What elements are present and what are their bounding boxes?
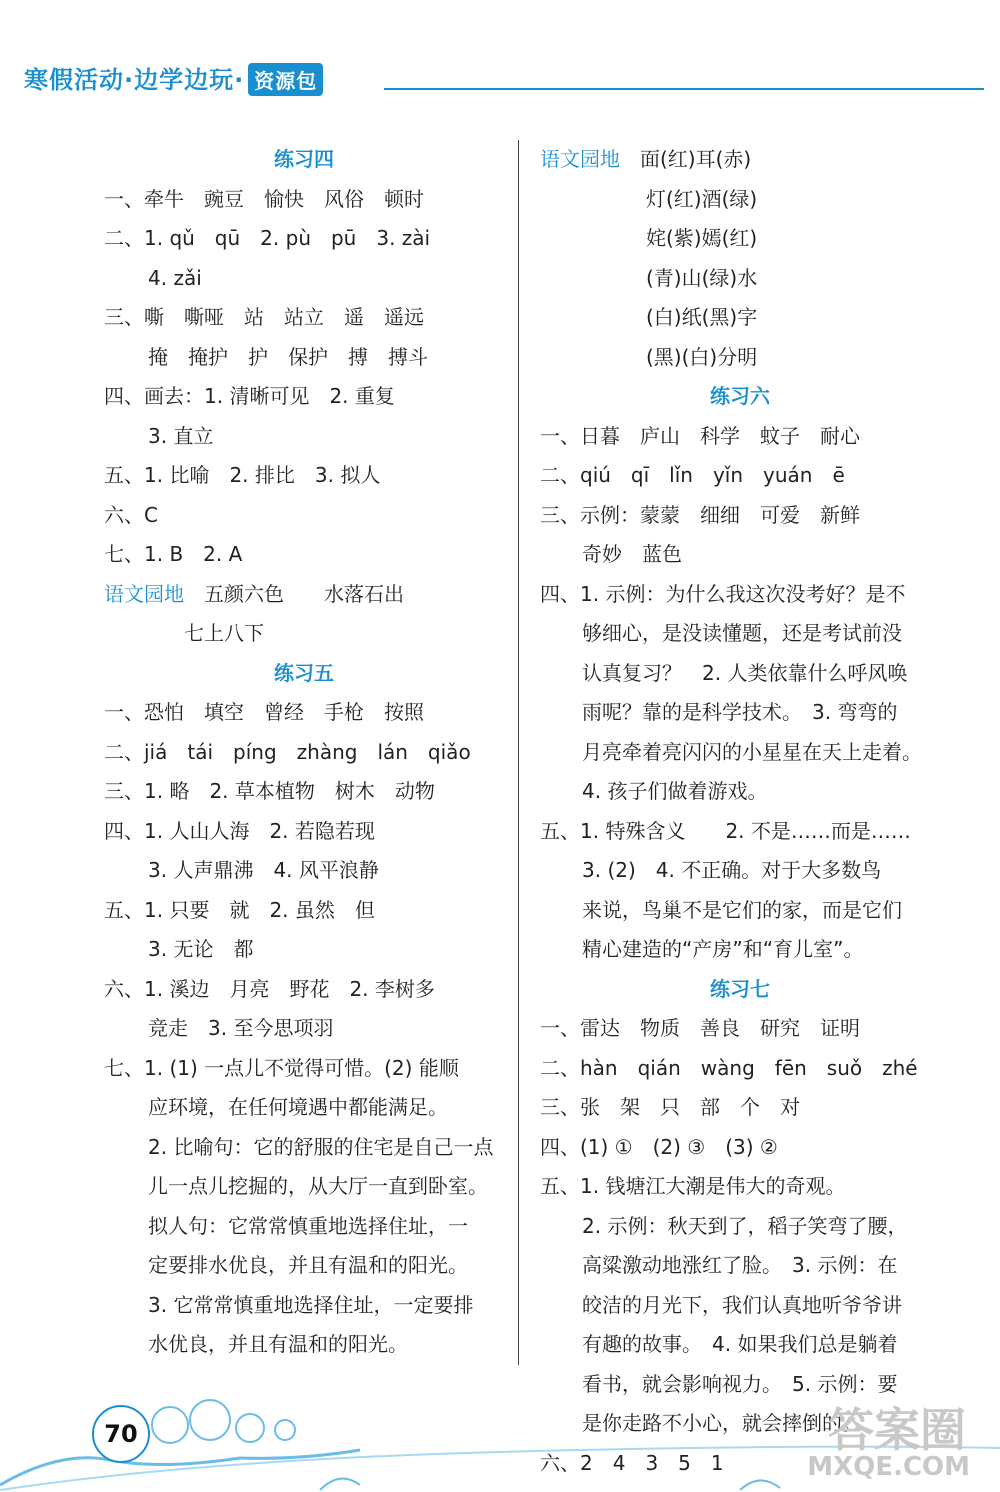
answer-line	[540, 1128, 940, 1168]
left-column	[104, 140, 504, 1365]
answer-text: 二、jiá tái píng zhàng lán qiǎo	[104, 739, 471, 764]
answer-text: 月亮牵着亮闪闪的小星星在天上走着。	[582, 739, 922, 764]
section-label: 语文园地	[540, 147, 620, 171]
answer-line	[540, 338, 940, 378]
answer-text: 2. 比喻句：它的舒服的住宅是自己一点	[148, 1134, 494, 1159]
brand-title	[24, 60, 323, 96]
answer-text: 看书，就会影响视力。 5. 示例：要	[582, 1371, 898, 1396]
answer-text: 一、恐怕 填空 曾经 手枪 按照	[104, 700, 424, 724]
answer-line	[540, 614, 940, 654]
brand-tag: 资源包	[248, 63, 323, 96]
answer-line	[540, 851, 940, 891]
answer-line	[104, 1246, 504, 1286]
answer-text: 3. 它常常慎重地选择住址，一定要排	[148, 1292, 474, 1317]
answer-text: 3. 无论 都	[148, 937, 254, 961]
answer-line	[540, 930, 940, 970]
column-divider	[518, 140, 519, 1365]
answer-text: 高粱激动地涨红了脸。 3. 示例：在	[582, 1253, 898, 1277]
answer-text: 五、1. 特殊含义 2. 不是……而是……	[540, 818, 911, 843]
answer-line	[104, 1049, 504, 1089]
answer-text: 皎洁的月光下，我们认真地听爷爷讲	[582, 1292, 902, 1317]
answer-line	[104, 1325, 504, 1365]
answer-line	[104, 180, 504, 220]
answer-text: 雨呢？靠的是科学技术。 3. 弯弯的	[582, 700, 898, 724]
answer-line	[104, 456, 504, 496]
section-title	[540, 970, 940, 1010]
answer-line	[104, 1286, 504, 1326]
answer-line	[540, 535, 940, 575]
answer-line	[540, 891, 940, 931]
answer-text: 精心建造的“产房”和“育儿室”。	[582, 937, 864, 961]
header-rule	[384, 88, 984, 90]
answer-line	[540, 140, 940, 180]
answer-line	[104, 1128, 504, 1168]
answer-text: 是你走路不小心，就会摔倒的。	[582, 1411, 862, 1435]
answer-text: 六、C	[104, 502, 158, 527]
watermark-url: MXQE.COM	[807, 1452, 970, 1482]
answer-line	[104, 614, 504, 654]
answer-text: 四、1. 示例：为什么我这次没考好？是不	[540, 581, 906, 606]
answer-line	[540, 259, 940, 299]
answer-line	[104, 1088, 504, 1128]
answer-line	[540, 772, 940, 812]
answer-text: 一、牵牛 豌豆 愉快 风俗 顿时	[104, 186, 424, 211]
answer-line	[540, 654, 940, 694]
answer-text: 五、1. 只要 就 2. 虽然 但	[104, 897, 375, 922]
answer-text: 4. 孩子们做着游戏。	[582, 779, 768, 803]
answer-line	[540, 456, 940, 496]
answer-line	[540, 1286, 940, 1326]
answer-text: 二、hàn qián wàng fēn suǒ zhé	[540, 1055, 918, 1080]
answer-text: 3. (2) 4. 不正确。对于大多数鸟	[582, 858, 882, 882]
answer-line	[104, 417, 504, 457]
answer-text: 练习五	[274, 660, 334, 685]
answer-line	[104, 377, 504, 417]
answer-text: 竞走 3. 至今思项羽	[148, 1016, 334, 1040]
answer-line	[104, 338, 504, 378]
answer-line	[540, 1207, 940, 1247]
answer-text: 三、示例：蒙蒙 细细 可爱 新鲜	[540, 502, 860, 527]
answer-line	[104, 733, 504, 773]
section-title	[104, 654, 504, 694]
answer-line	[540, 575, 940, 615]
answer-text: 四、画去：1. 清晰可见 2. 重复	[104, 384, 395, 408]
section-title	[540, 377, 940, 417]
answer-text: 四、1. 人山人海 2. 若隐若现	[104, 818, 375, 843]
answer-line	[104, 575, 504, 615]
answer-text: 认真复习？ 2. 人类依靠什么呼风唤	[582, 660, 908, 685]
answer-text: 七、1. B 2. A	[104, 542, 243, 566]
answer-text: 五颜六色 水落石出	[184, 581, 404, 606]
answer-line	[540, 1049, 940, 1089]
answer-line	[104, 219, 504, 259]
right-column	[540, 140, 940, 1483]
answer-line	[540, 1009, 940, 1049]
answer-line	[540, 733, 940, 773]
answer-line	[104, 1207, 504, 1247]
answer-text: 掩 掩护 护 保护 搏 搏斗	[148, 344, 428, 369]
answer-line	[104, 772, 504, 812]
answer-text: 二、1. qǔ qū 2. pù pū 3. zài	[104, 226, 431, 250]
answer-line	[540, 219, 940, 259]
answer-line	[104, 496, 504, 536]
answer-text: 五、1. 比喻 2. 排比 3. 拟人	[104, 463, 381, 487]
answer-line	[104, 693, 504, 733]
answer-text: 一、雷达 物质 善良 研究 证明	[540, 1016, 860, 1040]
answer-line	[104, 298, 504, 338]
answer-text: 七、1. (1) 一点儿不觉得可惜。(2) 能顺	[104, 1055, 459, 1080]
answer-text: 面(红)耳(赤)	[620, 147, 752, 171]
answer-text: 五、1. 钱塘江大潮是伟大的奇观。	[540, 1174, 846, 1198]
answer-line	[104, 970, 504, 1010]
answer-text: 2. 示例：秋天到了，稻子笑弯了腰，	[582, 1213, 908, 1238]
answer-line	[104, 535, 504, 575]
answer-text: 拟人句：它常常慎重地选择住址，一	[148, 1213, 468, 1238]
answer-text: 水优良，并且有温和的阳光。	[148, 1332, 408, 1356]
answer-line	[540, 1167, 940, 1207]
answer-text: 来说，鸟巢不是它们的家，而是它们	[582, 897, 902, 922]
answer-line	[104, 851, 504, 891]
answer-text: (白)纸(黑)字	[646, 305, 758, 329]
answer-text: 练习七	[710, 976, 770, 1001]
answer-text: 奇妙 蓝色	[582, 542, 682, 566]
answer-text: (青)山(绿)水	[646, 265, 758, 290]
answer-text: 三、嘶 嘶哑 站 站立 遥 遥远	[104, 305, 424, 329]
answer-text: 一、日暮 庐山 科学 蚊子 耐心	[540, 423, 860, 448]
answer-text: 四、(1) ① (2) ③ (3) ②	[540, 1134, 778, 1159]
page-footer	[0, 1390, 1000, 1492]
answer-line	[540, 298, 940, 338]
answer-text: 六、1. 溪边 月亮 野花 2. 李树多	[104, 976, 435, 1001]
answer-text: 有趣的故事。 4. 如果我们总是躺着	[582, 1332, 898, 1356]
answer-text: 3. 直立	[148, 423, 214, 448]
answer-text: 定要排水优良，并且有温和的阳光。	[148, 1253, 468, 1277]
answer-line	[104, 930, 504, 970]
answer-line	[540, 1088, 940, 1128]
answer-line	[540, 1246, 940, 1286]
watermark-logo: 答案圈	[828, 1403, 966, 1457]
answer-text: 儿一点儿挖掘的，从大厅一直到卧室。	[148, 1174, 488, 1198]
section-label: 语文园地	[104, 581, 184, 606]
answer-line	[540, 180, 940, 220]
page-header	[20, 58, 980, 108]
answer-text: (黑)(白)分明	[646, 344, 758, 369]
answer-line	[104, 891, 504, 931]
answer-text: 七上八下	[104, 621, 264, 645]
answer-text: 4. zǎi	[148, 265, 202, 290]
answer-text: 练习六	[710, 384, 770, 408]
answer-line	[540, 496, 940, 536]
answer-text: 够细心，是没读懂题，还是考试前没	[582, 621, 902, 645]
answer-text: 三、1. 略 2. 草本植物 树木 动物	[104, 779, 435, 803]
answer-line	[540, 417, 940, 457]
answer-line	[540, 812, 940, 852]
answer-text: 练习四	[274, 147, 334, 171]
page-number: 70	[92, 1405, 150, 1463]
brand-main: 寒假活动·边学边玩·	[24, 66, 245, 94]
answer-line	[104, 1167, 504, 1207]
answer-text: 3. 人声鼎沸 4. 风平浪静	[148, 858, 379, 882]
answer-text: 应环境，在任何境遇中都能满足。	[148, 1095, 448, 1119]
answer-text: 灯(红)酒(绿)	[646, 186, 758, 211]
answer-text: 六、2 4 3 5 1	[540, 1450, 724, 1475]
section-title	[104, 140, 504, 180]
answer-line	[104, 1009, 504, 1049]
answer-line	[540, 693, 940, 733]
answer-line	[540, 1325, 940, 1365]
answer-line	[104, 259, 504, 299]
answer-line	[104, 812, 504, 852]
answer-text: 二、qiú qī lǐn yǐn yuán ē	[540, 463, 845, 487]
answer-text: 姹(紫)嫣(红)	[646, 226, 758, 250]
answer-text: 三、张 架 只 部 个 对	[540, 1095, 800, 1119]
